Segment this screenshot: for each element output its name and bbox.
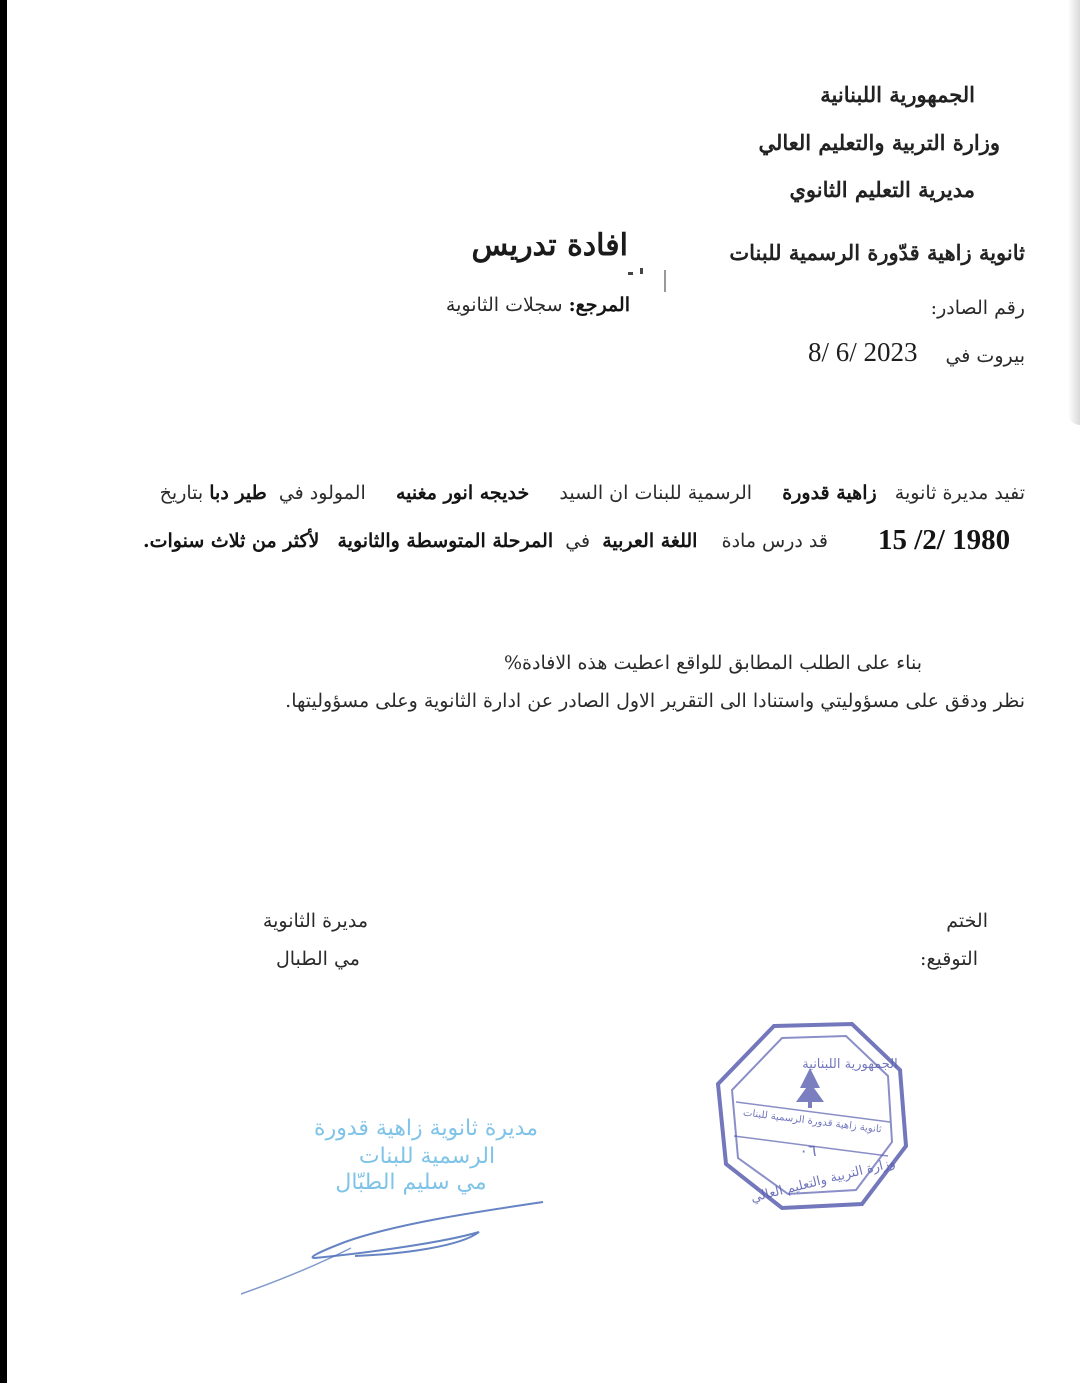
body-line-1 — [160, 482, 1025, 504]
director-stamp-line-1: مديرة ثانوية زاهية قدورة — [314, 1116, 538, 1141]
issue-date: 8/ 6/ 2023 — [808, 337, 918, 367]
director-stamp-line-2: الرسمية للبنات — [358, 1144, 496, 1169]
reference-value: سجلات الثانوية — [445, 294, 563, 316]
reference-line — [446, 294, 630, 316]
header-directorate: مديرية التعليم الثانوي — [789, 177, 975, 202]
document-title: افادة تدريس — [471, 228, 628, 263]
birth-date: 15 /2/ 1980 — [878, 524, 1011, 556]
scan-speck — [664, 270, 666, 292]
issue-place: بيروت في — [945, 345, 1025, 367]
official-stamp-graphic — [712, 1018, 912, 1214]
body-line-4: نظر ودقق على مسؤوليتي واستنادا الى التقرير الاول الصادر عن ادارة الثانوية وعلى مسؤوليتها. — [285, 690, 1025, 712]
official-stamp — [712, 1018, 912, 1214]
scan-speck — [628, 272, 633, 275]
body-line-2 — [143, 530, 828, 552]
teaching-stage: المرحلة المتوسطة والثانوية — [337, 530, 554, 552]
birthplace: طير دبا — [209, 482, 267, 504]
teaching-duration: لأكثر من ثلاث سنوات. — [143, 530, 320, 552]
official-stamp-number: ٠٦ — [799, 1141, 817, 1160]
director-stamp-line-3: مي سليم الطبّال — [335, 1170, 487, 1195]
body-text: تفيد مديرة ثانوية — [894, 482, 1025, 504]
body-text: في — [565, 530, 591, 552]
director-name: مي الطبال — [275, 948, 360, 970]
person-name: خديجه انور مغنيه — [395, 482, 530, 504]
signature-label: التوقيع: — [920, 948, 978, 970]
body-text: الرسمية للبنات ان السيد — [559, 482, 753, 504]
issue-number-label: رقم الصادر: — [930, 297, 1025, 319]
header-school: ثانوية زاهية قدّورة الرسمية للبنات — [729, 240, 1025, 265]
handwritten-signature — [235, 1190, 555, 1300]
body-text: قد درس مادة — [721, 530, 828, 552]
official-stamp-bottom-text: وزارة التربية والتعليم العالي — [749, 1155, 897, 1206]
official-stamp-outer-text: الجمهورية اللبنانية — [802, 1057, 898, 1072]
reference-label: المرجع: — [568, 294, 630, 316]
body-text: بتاريخ — [159, 482, 204, 504]
header-republic: الجمهورية اللبنانية — [820, 82, 975, 107]
stamp-label: الختم — [946, 910, 988, 932]
scan-right-edge — [1068, 0, 1080, 425]
official-stamp-middle-text: ثانوية زاهية قدورة الرسمية للبنات — [742, 1107, 883, 1136]
director-title: مديرة الثانوية — [262, 910, 368, 932]
school-name: زاهية قدورة — [782, 482, 877, 504]
body-text: المولود في — [278, 482, 366, 504]
scan-speck — [640, 268, 643, 274]
scan-left-edge — [0, 0, 7, 1383]
subject-name: اللغة العربية — [602, 530, 698, 552]
header-ministry: وزارة التربية والتعليم العالي — [758, 130, 1000, 155]
body-line-3: بناء على الطلب المطابق للواقع اعطيت هذه الافادة% — [503, 652, 922, 674]
